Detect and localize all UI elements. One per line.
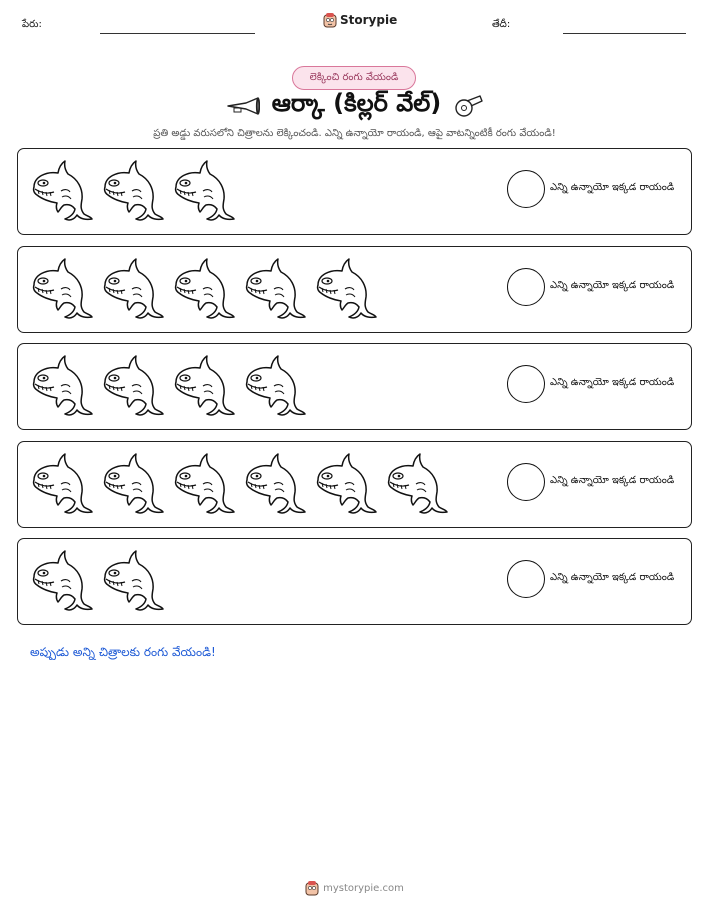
answer-circle[interactable] xyxy=(507,268,545,306)
answer-circle[interactable] xyxy=(507,560,545,598)
storypie-footer-logo-icon xyxy=(305,880,319,896)
orca-icon[interactable] xyxy=(28,159,93,221)
brand xyxy=(323,12,397,28)
orca-icon[interactable] xyxy=(312,452,377,514)
activity-badge: లెక్కించి రంగు వేయండి xyxy=(292,66,416,90)
answer-circle[interactable] xyxy=(507,170,545,208)
orca-group xyxy=(28,452,448,514)
orca-icon[interactable] xyxy=(312,257,377,319)
orca-icon[interactable] xyxy=(241,257,306,319)
orca-group xyxy=(28,159,235,221)
count-row xyxy=(17,343,692,430)
write-count-label: ఎన్ని ఉన్నాయో ఇక్కడ రాయండి xyxy=(550,377,675,388)
whistle-icon xyxy=(453,93,483,119)
storypie-logo-icon xyxy=(323,12,337,28)
orca-icon[interactable] xyxy=(383,452,448,514)
orca-icon[interactable] xyxy=(28,452,93,514)
instructions: ప్రతి అడ్డు వరుసలోని చిత్రాలను లెక్కించండి. ఎన్ని ఉన్నాయో రాయండి, ఆపై వాటన్నింటికీ రంగు వేయండి! xyxy=(153,128,556,139)
orca-icon[interactable] xyxy=(99,354,164,416)
orca-icon[interactable] xyxy=(170,452,235,514)
orca-icon[interactable] xyxy=(170,257,235,319)
trumpet-icon xyxy=(226,96,260,116)
answer-circle[interactable] xyxy=(507,463,545,501)
orca-icon[interactable] xyxy=(241,452,306,514)
orca-icon[interactable] xyxy=(99,452,164,514)
orca-group xyxy=(28,549,164,611)
answer-circle[interactable] xyxy=(507,365,545,403)
orca-icon[interactable] xyxy=(99,159,164,221)
orca-group xyxy=(28,257,377,319)
footer-url[interactable]: mystorypie.com xyxy=(323,882,404,894)
orca-icon[interactable] xyxy=(170,159,235,221)
footer xyxy=(0,880,709,896)
name-label: పేరు: xyxy=(22,19,42,30)
date-label: తేదీ: xyxy=(492,19,511,30)
write-count-label: ఎన్ని ఉన్నాయో ఇక్కడ రాయండి xyxy=(550,572,675,583)
count-row xyxy=(17,246,692,333)
date-line[interactable] xyxy=(563,33,686,34)
title-row xyxy=(0,89,709,123)
count-row xyxy=(17,148,692,235)
count-row xyxy=(17,538,692,625)
orca-icon[interactable] xyxy=(170,354,235,416)
name-line[interactable] xyxy=(100,33,255,34)
orca-icon[interactable] xyxy=(28,354,93,416)
orca-group xyxy=(28,354,306,416)
write-count-label: ఎన్ని ఉన్నాయో ఇక్కడ రాయండి xyxy=(550,279,675,291)
orca-icon[interactable] xyxy=(28,257,93,319)
footer-note: అప్పుడు అన్ని చిత్రాలకు రంగు వేయండి! xyxy=(30,645,216,659)
page-title: ఆర్కా (కిల్లర్ వేల్) xyxy=(271,89,442,117)
count-row xyxy=(17,441,692,528)
write-count-label: ఎన్ని ఉన్నాయో ఇక్కడ రాయండి xyxy=(550,182,675,193)
orca-icon[interactable] xyxy=(99,257,164,319)
orca-icon[interactable] xyxy=(241,354,306,416)
orca-icon[interactable] xyxy=(28,549,93,611)
write-count-label: ఎన్ని ఉన్నాయో ఇక్కడ రాయండి xyxy=(550,474,675,486)
brand-name: Storypie xyxy=(340,13,398,27)
orca-icon[interactable] xyxy=(99,549,164,611)
